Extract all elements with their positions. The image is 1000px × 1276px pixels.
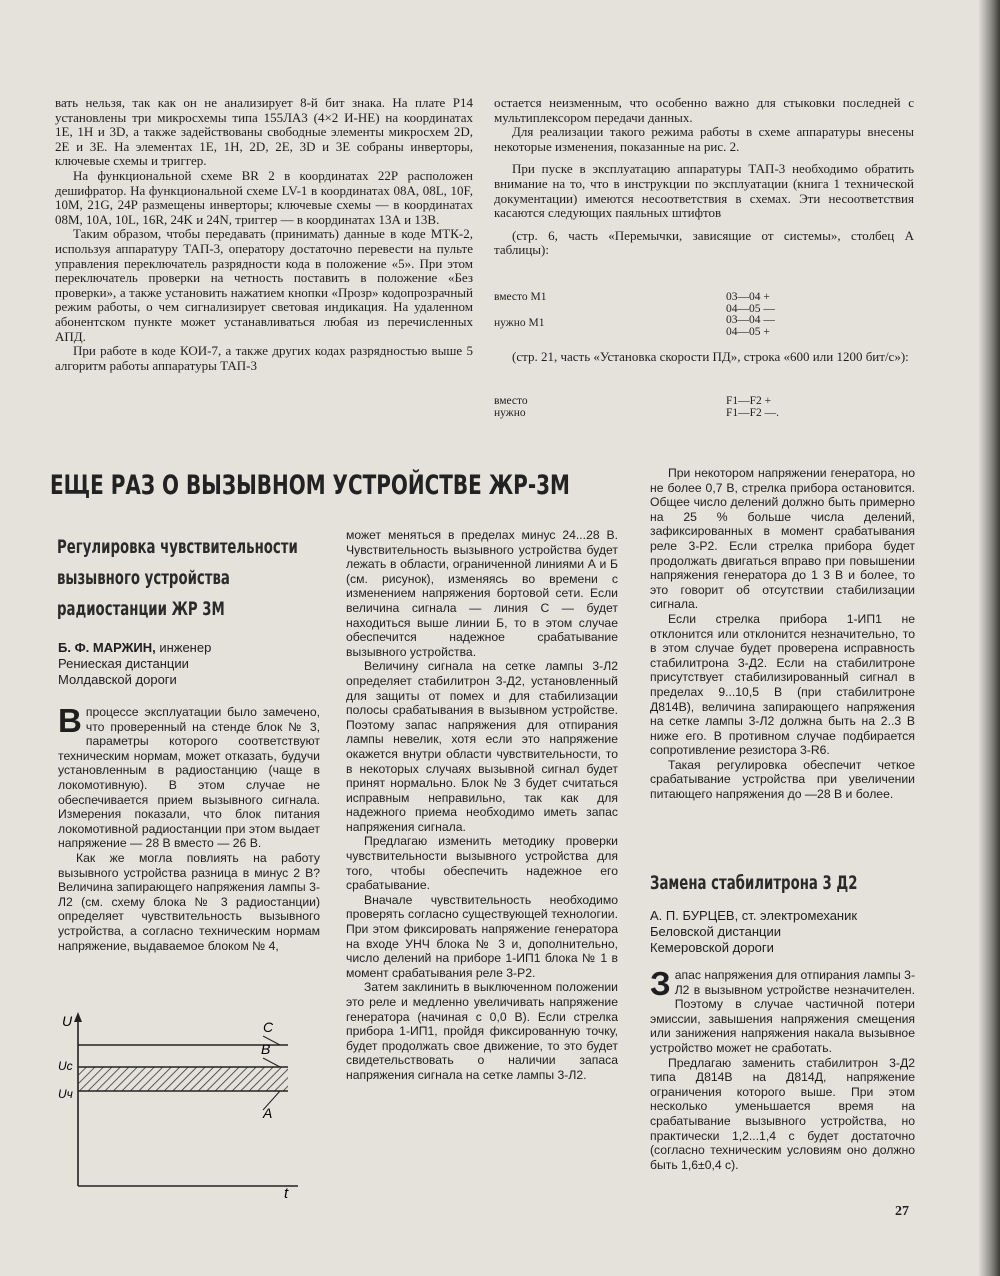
drop-cap: З	[650, 965, 671, 1002]
jumper-table-1-values	[726, 292, 775, 338]
section-subtitle-2: Замена стабилитрона 3 Д2	[650, 872, 858, 894]
column-1-paragraph-2: Как же могла повлиять на работу вызывного устройства разница в минус 2 В? Величина запирающего напряжения лампы 3-Л2 (см. схему блока № 3 радиостанции) определяет чувствительность вызывного устройства, а согласно техническим нормам напряжение, выдаваемое блоком № 4,	[58, 850, 320, 953]
y-axis-label: U	[62, 1013, 73, 1029]
sensitivity-diagram	[58, 1010, 323, 1200]
article-column-1	[58, 702, 320, 953]
table1-value: 03—04 —	[726, 314, 775, 326]
author-2-name: А. П. БУРЦЕВ, ст. электромеханик	[650, 908, 858, 923]
table1-row-1	[494, 292, 546, 304]
leader-b	[263, 1058, 280, 1067]
column-3-paragraph-5: Предлагаю заменить стабилитрон 3-Д2 типа Д814В на Д814Д, напряжение ограничения которого выше. При этом несколько уменьшается время на срабатывание вызывного устройства, но практически 1,2...1,4 с будет достаточно (согласно техническим условиям оно должно быть 1,6±0,4 с).	[650, 1055, 915, 1172]
subtitle-line: Регулировка чувствительности	[57, 536, 298, 558]
author-1-role: инженер	[155, 640, 212, 655]
jumper-table-2	[494, 396, 528, 419]
article-title: ЕЩЕ РАЗ О ВЫЗЫВНОМ УСТРОЙСТВЕ ЖР-3М	[50, 470, 570, 501]
subtitle-line: радиостанции ЖР 3М	[57, 598, 225, 620]
top-right-paragraph-3: При пуске в эксплуатацию аппаратуры ТАП-3 необходимо обратить внимание на то, что в инструкции по эксплуатации (книга 1 технической документации) имеются несоответствия в схемах. Эти несоответствия касаются следующих паяльных штифтов	[494, 161, 914, 221]
page-number: 27	[895, 1204, 909, 1219]
top-right-paragraph-1: остается неизменным, что особенно важно для стыковки последней с мультиплексором передачи данных.	[494, 95, 914, 125]
author-1-name: Б. Ф. МАРЖИН,	[58, 640, 156, 655]
table1-value: 04—05 —	[726, 302, 775, 315]
top-left-paragraph-1: вать нельзя, так как он не анализирует 8-й бит знака. На плате Р14 установлены три микросхемы типа 155ЛА3 (4×2 И-НЕ) на координатах 1Е, 1Н и 3D, а также задействованы свободные элементы микросхем 2D, 2Е и 3Е. На элементах 1Е, 1Н, 2D, 2Е, 3D и 3Е собраны инверторы, ключевые схемы и триггер.	[55, 95, 473, 169]
sensitivity-band	[78, 1067, 288, 1091]
column-2-paragraph-3: Предлагаю изменить методику проверки чувствительности вызывного устройства для того, чтобы обеспечить надежное его срабатывание.	[346, 834, 618, 893]
article-column-3-part-2	[650, 965, 915, 1172]
top-right-paragraph-4: (стр. 6, часть «Перемычки, зависящие от системы», столбец А таблицы):	[494, 227, 914, 258]
author-2-affiliation: Беловской дистанции	[650, 924, 782, 939]
table1-label: вместо М1	[494, 291, 547, 303]
table1-label: нужно М1	[494, 316, 545, 329]
line-b-label: B	[261, 1041, 271, 1057]
top-left-paragraph-2: На функциональной схеме BR 2 в координатах 22Р расположен дешифратор. На функциональной схеме LV-1 в координатах 08А, 08L, 10F, 10М, 21G, 24Р размещены инверторы; ключевые схемы — в координатах 08М, 10А, 10L, 16R, 24K и 24N, триггер — в координатах 13А и 13В.	[55, 167, 473, 227]
table2-label: нужно	[494, 406, 526, 419]
table1-value: 04—05 +	[726, 325, 770, 338]
jumper-table-1	[494, 292, 546, 329]
author-1-affiliation: Рениеская дистанции	[58, 656, 189, 671]
jumper-table-2-values	[726, 396, 779, 419]
line-c-label: C	[263, 1019, 274, 1035]
author-2-affiliation: Кемеровской дороги	[650, 940, 774, 955]
uc-label: Uс	[58, 1059, 73, 1073]
y-axis-arrow	[74, 1012, 82, 1022]
top-left-paragraph-3: Таким образом, чтобы передавать (принимать) данные в коде МТК-2, используя аппаратуру ТАП-3, оператору достаточно перевести на пульте управления переключатель разрядности кода в положение «5». При этом переключатель проверки на четность поставить в положение «Без проверки», а также установить нажатием кнопки «Прозр» кодопрозрачный режим работы, о чем сигнализирует световая индикация. На удаленном абонентском пункте может устанавливаться любая из перечисленных АПД.	[55, 226, 473, 344]
column-3-paragraph-1: При некотором напряжении генератора, но не более 0,7 В, стрелка прибора остановится. Общее число делений должно быть примерно на 25 % больше числа делений, зафиксированных в момент срабатывания реле 3-Р2. Если стрелка прибора будет продолжать двигаться вправо при повышении напряжения генератора до 1 3 В и более, то это говорит об отсутствии стабилизации сигнала.	[650, 466, 915, 612]
top-right-paragraph-5-wrap	[494, 350, 914, 365]
top-right-column	[494, 96, 914, 258]
page-edge-shadow	[978, 0, 1000, 1276]
x-axis-label: t	[284, 1185, 289, 1200]
table1-row-2	[494, 318, 546, 330]
top-left-paragraph-4: При работе в коде КОИ-7, а также других кодах разрядностью выше 5 алгоритм работы аппаратуры ТАП-3	[55, 343, 473, 373]
column-3-paragraph-3: Такая регулировка обеспечит четкое срабатывание устройства при увеличении питающего напряжения до —28 В и более.	[650, 757, 915, 802]
article-column-3	[650, 466, 915, 802]
drop-cap: В	[58, 702, 82, 739]
section-subtitle-1	[57, 532, 337, 625]
top-left-column	[55, 96, 473, 373]
uch-label: Uч	[58, 1087, 73, 1101]
column-3-paragraph-4	[650, 965, 915, 1056]
top-right-paragraph-2: Для реализации такого режима работы в схеме аппаратуры внесены некоторые изменения, показанные на рис. 2.	[494, 124, 914, 154]
table2-value: F1—F2 —.	[726, 406, 780, 419]
subtitle-line: вызывного устройства	[57, 567, 230, 589]
table1-value: 03—04 +	[726, 291, 770, 303]
author-1-byline	[58, 640, 338, 688]
column-2-paragraph-1: может меняться в пределах минус 24...28 В. Чувствительность вызывного устройства будет лежать в области, ограниченной линиями А и Б (см. рисунок), изменяясь во времени с изменением напряжения бортовой сети. Если величина сигнала — линия С — будет находиться выше линии Б, то в этом случае обеспечится надежное срабатывание вызывного устройства.	[346, 528, 618, 659]
line-a-label: A	[263, 1105, 273, 1121]
column-2-paragraph-5: Затем заклинить в выключенном положении это реле и медленно увеличивать напряжение генератора (начиная с 0,0 В). Если стрелка прибора 1-ИП1, пройдя фиксированную точку, будет продолжать свое движение, то это будет свидетельствовать о наличии запаса напряжения сигнала на сетке лампы 3-Л2.	[346, 980, 618, 1082]
column-2-paragraph-2: Величину сигнала на сетке лампы 3-Л2 определяет стабилитрон 3-Д2, установленный для защиты от помех и для стабилизации полосы срабатывания в вызывном устройстве. Поэтому запас напряжения для отпирания лампы невелик, хотя если это напряжение окажется внутри области чувствительности, то в некоторых случаях вызывной сигнал будет принят нормально. Блок № 3 будет считаться исправным неправильно, так как для надежного приема необходимо иметь запас напряжения сигнала.	[346, 659, 618, 834]
column-2-paragraph-4: Вначале чувствительность необходимо проверять согласно существующей технологии. При этом фиксировать напряжение генератора на входе УНЧ блока № 3 и, дополнительно, число делений на приборе 1-ИП1 блока № 1 в момент срабатывания реле 3-Р2.	[346, 892, 618, 980]
column-3-text: апас напряжения для отпирания лампы 3-Л2 в вызывном устройстве незначителен. Поэтому в случае частичной потери эмиссии, завышения напряжения смещения или занижения напряжения накала вызывное устройство может не сработать.	[650, 968, 915, 1055]
author-1-affiliation: Молдавской дороги	[58, 672, 177, 687]
top-right-paragraph-5: (стр. 21, часть «Установка скорости ПД», строка «600 или 1200 бит/с»):	[512, 349, 909, 364]
table2-label: вместо	[494, 395, 528, 407]
column-3-paragraph-2: Если стрелка прибора 1-ИП1 не отклонится или отклонится незначительно, то в этом случае будет проверена исправность стабилитрона 3-Д2. Если на стабилитроне присутствует стабилизированный сигнал в пределах 9...10,5 В (при стабилитроне Д814В), величина запирающего напряжения на сетке лампы 3-Л2 должна быть на 2..3 В ниже его. В противном случае подбирается сопротивление резистора 3-R6.	[650, 611, 915, 758]
column-1-paragraph-1	[58, 702, 320, 851]
article-column-2	[346, 528, 618, 1083]
author-2-byline	[650, 908, 920, 956]
column-1-text: процессе эксплуатации было замечено, что проверенный на стенде блок № 3, параметры которого соответствуют техническим нормам, может отказать, будучи установленным в радиостанцию (чаще в локомотивную). В этом случае не обеспечивается прием вызывного сигнала. Измерения показали, что блок питания локомотивной радиостанции при этом выдает напряжение — 28 В вместо — 26 В.	[58, 705, 320, 851]
table2-value: F1—F2 +	[726, 395, 772, 407]
